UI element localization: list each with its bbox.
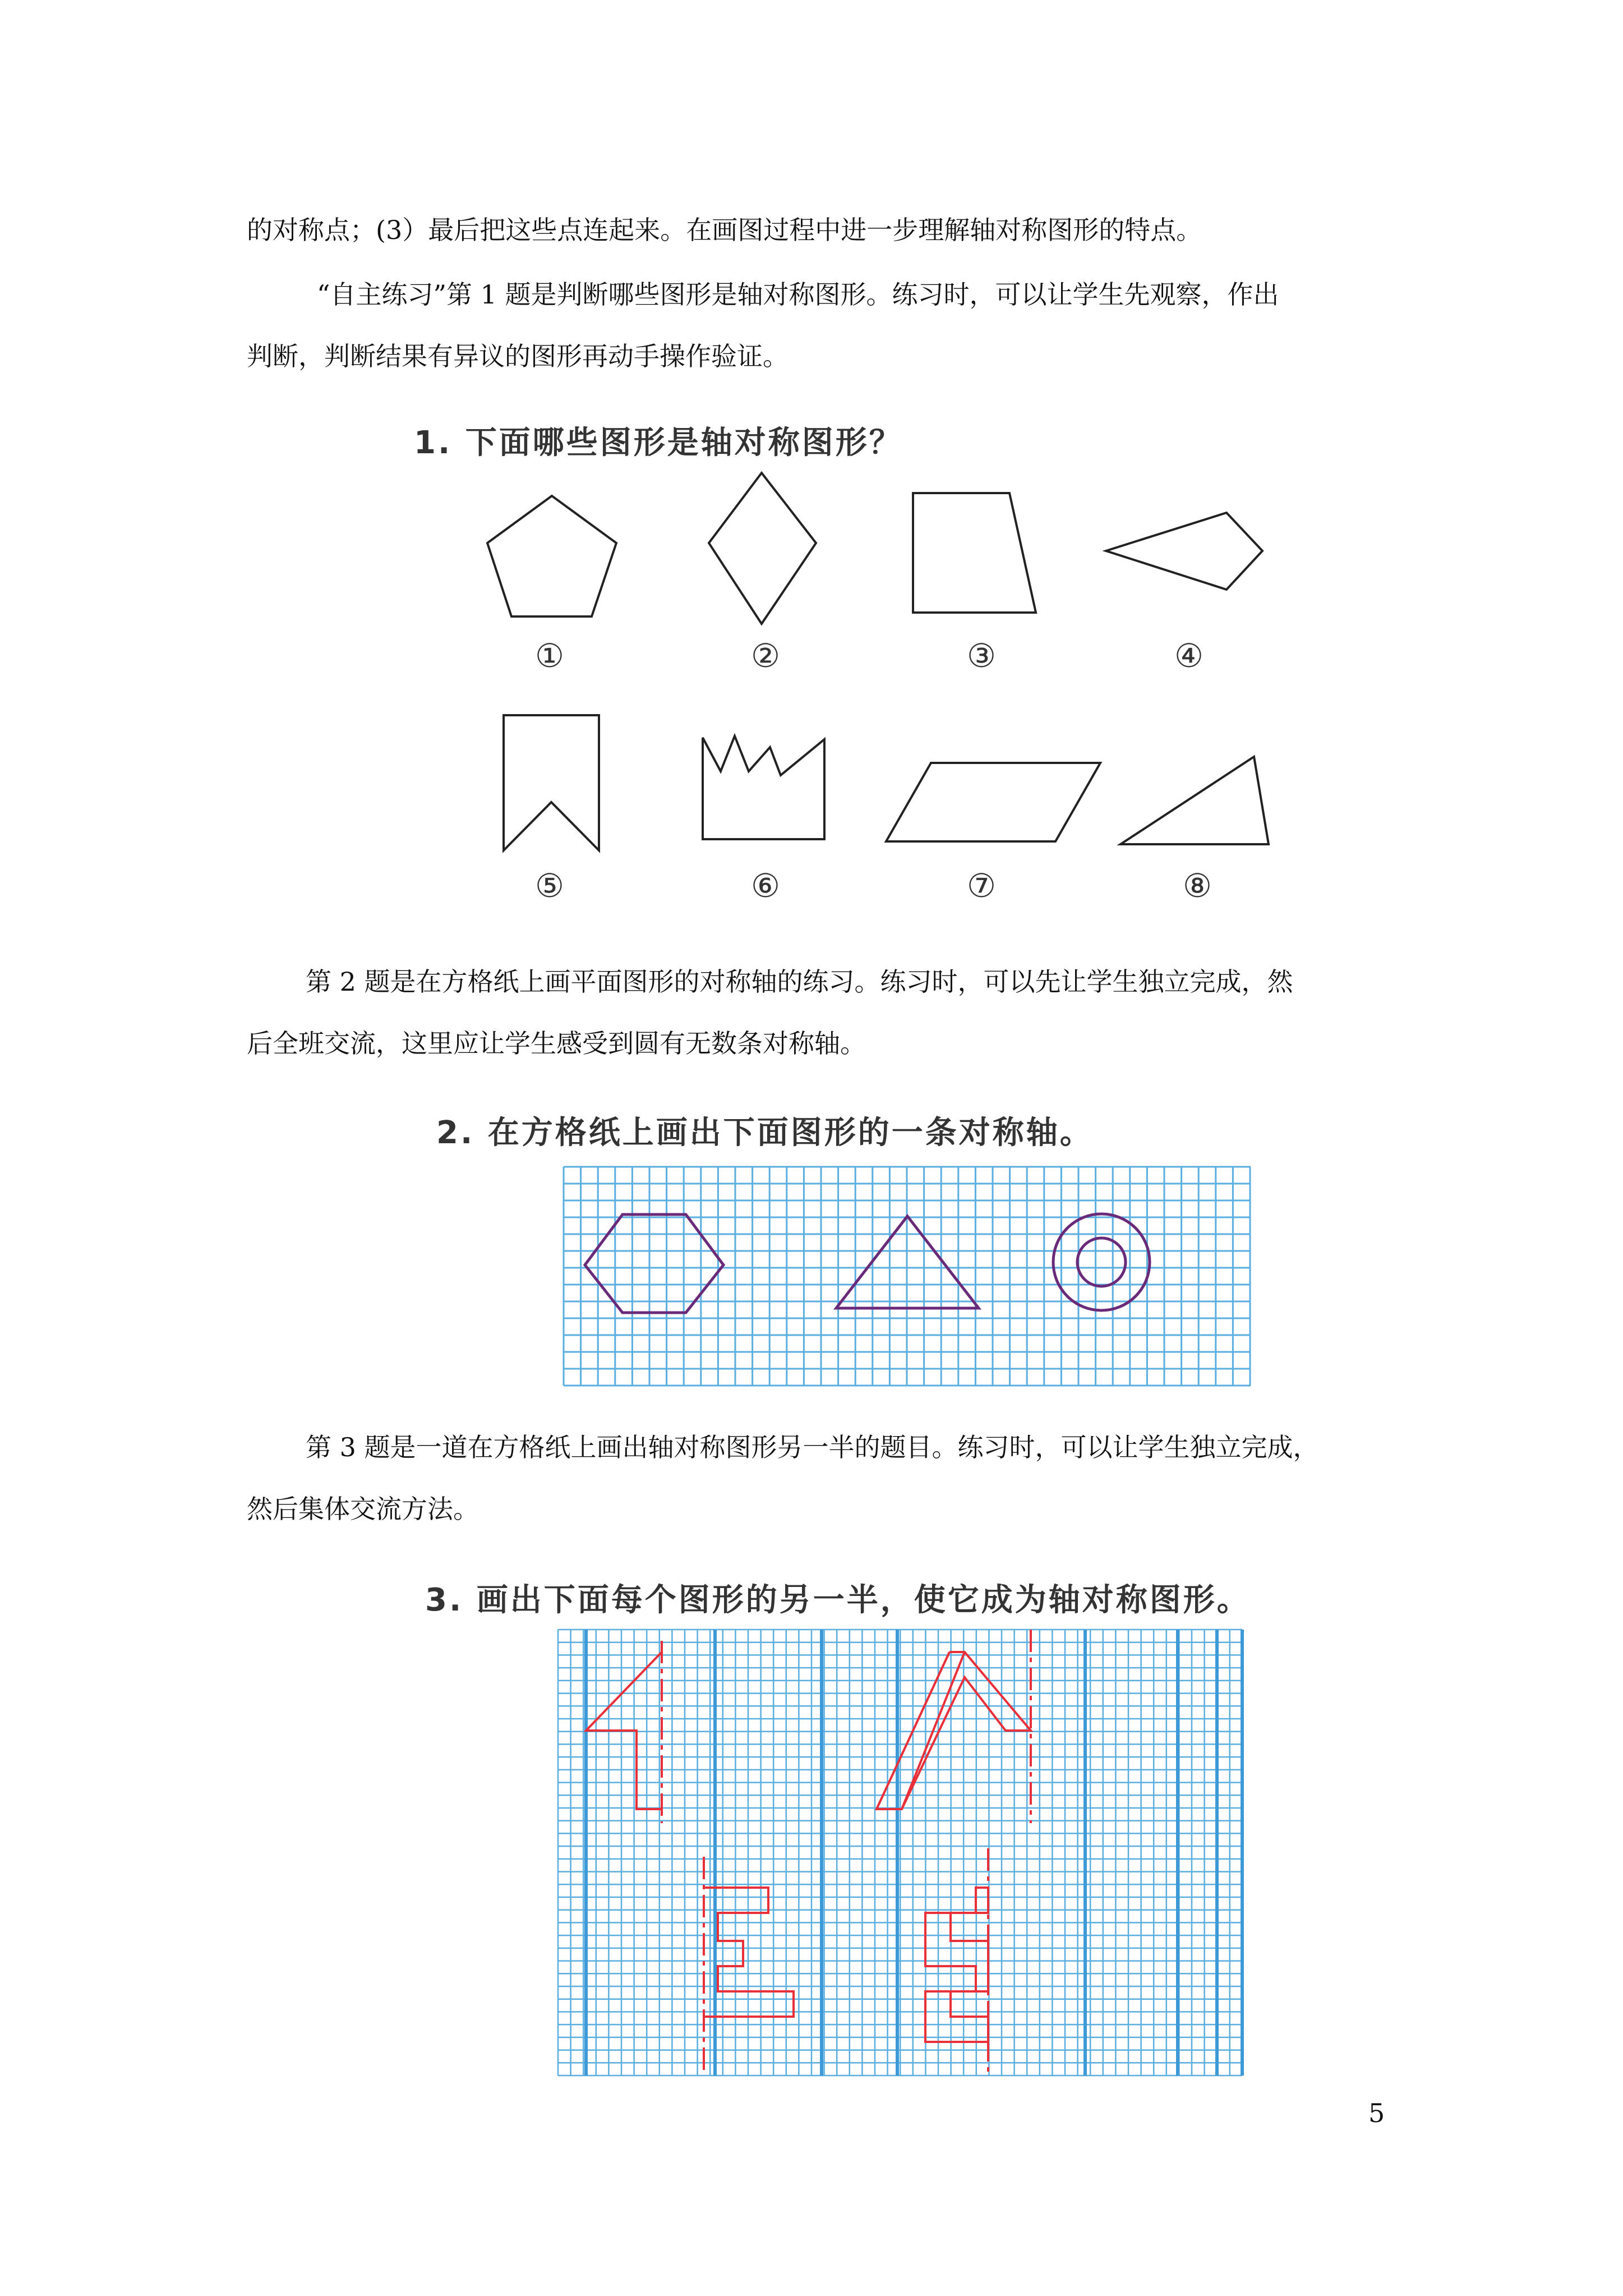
- half-figure-one: [586, 1652, 662, 1809]
- label-4: ④: [1174, 637, 1204, 675]
- label-8: ⑧: [1183, 867, 1212, 905]
- shape-triangle-scalene: [1121, 757, 1269, 844]
- outer-circle-figure: [1053, 1214, 1150, 1310]
- paragraph-2-line-2: 判断，判断结果有异议的图形再动手操作验证。: [247, 341, 789, 371]
- half-figure-s: [925, 1888, 988, 2042]
- label-5: ⑤: [535, 867, 564, 905]
- shape-trapezoid: [913, 493, 1036, 613]
- roof-inner-line: [902, 1652, 965, 1809]
- exercise-1-title: 1. 下面哪些图形是轴对称图形？: [414, 425, 903, 461]
- label-3: ③: [967, 637, 996, 675]
- exercise-3-title: 3. 画出下面每个图形的另一半，使它成为轴对称图形。: [425, 1582, 1251, 1618]
- hexagon-figure: [585, 1214, 723, 1313]
- paragraph-4-line-1: 第 3 题是一道在方格纸上画出轴对称图形另一半的题目。练习时，可以让学生独立完成，: [306, 1432, 1319, 1462]
- shape-banner: [504, 715, 599, 850]
- paragraph-3-line-2: 后全班交流，这里应让学生感受到圆有无数条对称轴。: [247, 1028, 866, 1059]
- label-7: ⑦: [967, 867, 996, 905]
- shape-kite: [1106, 513, 1262, 590]
- label-6: ⑥: [751, 867, 780, 905]
- paragraph-3-line-1: 第 2 题是在方格纸上画平面图形的对称轴的练习。练习时，可以先让学生独立完成，然: [306, 967, 1293, 997]
- shape-crown: [703, 736, 824, 839]
- shape-parallelogram: [886, 763, 1100, 841]
- paragraph-2-line-1: “自主练习”第 1 题是判断哪些图形是轴对称图形。练习时，可以让学生先观察，作出: [317, 279, 1279, 310]
- label-2: ②: [751, 637, 780, 675]
- label-1: ①: [535, 637, 564, 675]
- paragraph-1: 的对称点；(3）最后把这些点连起来。在画图过程中进一步理解轴对称图形的特点。: [247, 215, 1202, 245]
- inner-circle-figure: [1077, 1238, 1126, 1286]
- exercise-2-title: 2. 在方格纸上画出下面图形的一条对称轴。: [436, 1115, 1094, 1151]
- page-number: 5: [1368, 2098, 1385, 2128]
- shape-rhombus: [709, 473, 816, 624]
- paragraph-4-line-2: 然后集体交流方法。: [247, 1494, 479, 1524]
- shape-pentagon: [487, 496, 616, 616]
